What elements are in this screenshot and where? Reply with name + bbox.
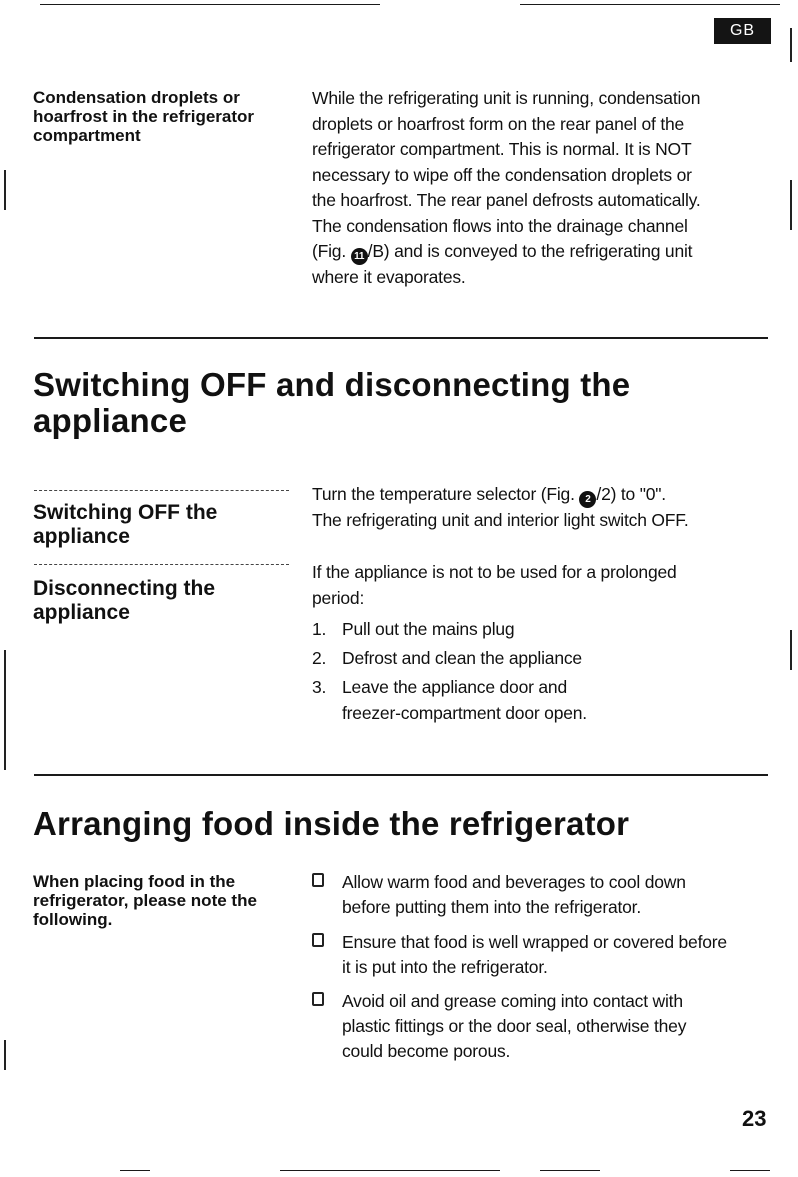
- paragraph-line: refrigerator compartment. This is normal. It is NOT: [312, 139, 692, 159]
- list-item: [312, 870, 782, 922]
- list-item: [312, 930, 782, 982]
- step-text: Leave the appliance door and: [342, 677, 568, 697]
- heading-line: appliance: [33, 601, 130, 624]
- figure-number-icon: 11: [351, 248, 368, 265]
- condensation-paragraph: [312, 86, 782, 291]
- list-item: [312, 989, 782, 1066]
- heading-line: appliance: [33, 525, 130, 548]
- fig-prefix: (Fig.: [312, 241, 351, 261]
- bullet-text: could become porous.: [342, 1041, 511, 1061]
- step-number: 1.: [312, 619, 327, 639]
- text-prefix: Turn the temperature selector (Fig.: [312, 484, 580, 504]
- step-text: Pull out the mains plug: [342, 619, 515, 639]
- paragraph-line: necessary to wipe off the condensation droplets or: [312, 164, 692, 185]
- paragraph-line: [312, 482, 782, 508]
- bottom-mark: [730, 1170, 770, 1171]
- top-rule: [40, 4, 380, 5]
- bullet-text: before putting them into the refrigerator.: [342, 897, 642, 917]
- heading-line: Switching OFF the: [33, 501, 218, 524]
- disconnecting-subheading: [33, 577, 293, 625]
- arranging-food-heading: Arranging food inside the refrigerator: [33, 805, 630, 842]
- bottom-mark: [120, 1170, 150, 1171]
- sub-divider: [34, 564, 289, 565]
- bottom-mark: [280, 1170, 500, 1171]
- list-item: [312, 617, 782, 643]
- bullet-text: plastic fittings or the door seal, otherwise they: [342, 1016, 687, 1036]
- paragraph-line: [312, 239, 782, 265]
- section-divider: [34, 774, 768, 776]
- arranging-side-heading: When placing food in the refrigerator, please note the following.: [33, 872, 257, 929]
- checkbox-bullet-icon: [312, 873, 324, 887]
- list-item: [312, 675, 782, 727]
- bullet-text: it is put into the refrigerator.: [342, 957, 548, 977]
- bullet-text: Avoid oil and grease coming into contact with: [342, 991, 683, 1011]
- margin-mark: [790, 28, 792, 62]
- condensation-side-heading: Condensation droplets or hoarfrost in the refrigerator compartment: [33, 88, 255, 145]
- disconnecting-intro: [312, 560, 782, 611]
- language-badge: GB: [714, 18, 771, 44]
- paragraph-line: the hoarfrost. The rear panel defrosts automatically.: [312, 190, 701, 210]
- bullet-text: Ensure that food is well wrapped or covered before: [342, 932, 727, 952]
- paragraph-line: where it evaporates.: [312, 267, 466, 287]
- switching-off-text: [312, 482, 782, 534]
- heading-line: Disconnecting the: [33, 577, 216, 600]
- step-number: 2.: [312, 648, 327, 668]
- step-text: freezer-compartment door open.: [342, 703, 587, 723]
- paragraph-line: droplets or hoarfrost form on the rear panel of the: [312, 113, 685, 134]
- margin-mark: [790, 630, 792, 670]
- paragraph-line: period:: [312, 587, 365, 608]
- top-rule: [520, 4, 780, 5]
- switching-off-heading: [33, 367, 773, 439]
- margin-mark: [790, 180, 792, 230]
- heading-line: Switching OFF and disconnecting the: [33, 366, 631, 403]
- paragraph-line: The refrigerating unit and interior light switch OFF.: [312, 510, 689, 530]
- figure-number-icon: 2: [579, 491, 596, 508]
- bottom-mark: [540, 1170, 600, 1171]
- list-item: [312, 646, 782, 672]
- sub-divider: [34, 490, 289, 491]
- bullet-text: Allow warm food and beverages to cool down: [342, 872, 686, 892]
- paragraph-line: If the appliance is not to be used for a prolonged: [312, 562, 677, 582]
- paragraph-line: While the refrigerating unit is running, condensation: [312, 88, 701, 108]
- checkbox-bullet-icon: [312, 992, 324, 1006]
- margin-mark: [4, 650, 6, 770]
- section-divider: [34, 337, 768, 339]
- text-suffix: /2) to "0".: [596, 484, 666, 504]
- fig-suffix: /B) and is conveyed to the refrigerating unit: [367, 241, 693, 261]
- step-number: 3.: [312, 677, 327, 697]
- margin-mark: [4, 170, 6, 210]
- switching-off-subheading: [33, 501, 293, 549]
- checkbox-bullet-icon: [312, 933, 324, 947]
- page-number: 23: [742, 1106, 767, 1131]
- step-text: Defrost and clean the appliance: [342, 648, 582, 668]
- margin-mark: [4, 1040, 6, 1070]
- paragraph-line: The condensation flows into the drainage channel: [312, 215, 688, 236]
- heading-line: appliance: [33, 402, 188, 439]
